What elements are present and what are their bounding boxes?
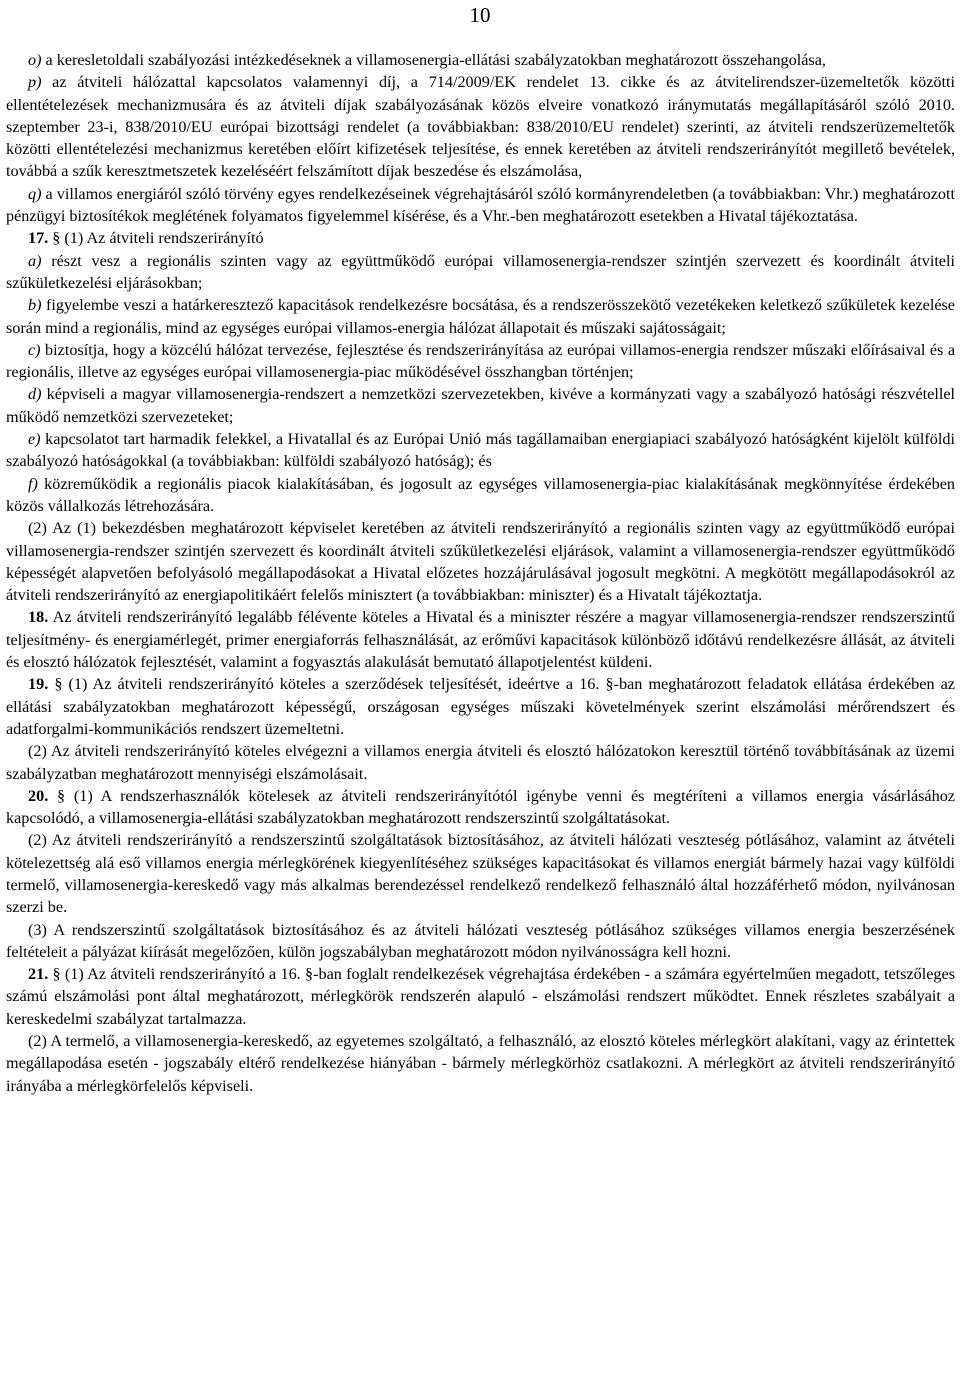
paragraph-19-2 (6, 740, 955, 785)
item-label: b) (28, 296, 42, 315)
paragraph-text: § (1) Az átviteli rendszerirányító köteles a szerződések teljesítését, ideértve a 16. §-ban meghatározott feladatok ellátása érdekében az ellátási szabályzatokban meghatározott képességű, országosan egységes műszaki követelmények szerint elszámolási mérőrendszert és adatforgalmi-kommunikációs rendszert üzemeltetni. (6, 675, 955, 738)
paragraph-text: (2) A termelő, a villamosenergia-kereskedő, az egyetemes szolgáltató, a felhasználó, az elosztó köteles mérlegkört alakítani, vagy az érintettek megállapodása esetén - jogszabály eltérő rendelkezése hiányában - bármely mérlegkörhöz csatlakozni. A mérlegkört az átviteli rendszerirányító irányába a mérlegkörfelelős képviseli. (6, 1032, 955, 1095)
item-label: p) (28, 73, 42, 92)
document-body (6, 49, 955, 1097)
paragraph-17-a (6, 250, 955, 295)
paragraph-q (6, 183, 955, 228)
item-label: c) (28, 340, 41, 359)
paragraph-text: a villamos energiáról szóló törvény egyes rendelkezéseinek végrehajtásáról szóló kormányrendeletben (a továbbiakban: Vhr.) meghatározott pénzügyi biztosítékok meglétének folyamatos figyelemmel kísérése, és a Vhr.-ben meghatározott esetekben a Hivatal tájékoztatása. (6, 184, 955, 226)
page-number: 10 (469, 3, 491, 27)
paragraph-text: biztosítja, hogy a közcélú hálózat tervezése, fejlesztése és rendszerirányítása az európai villamos-energia rendszer műszaki előírásaival és a regionális, illetve az egységes európai villamosenergia-piac működésével összhangban történjen; (6, 340, 955, 382)
paragraph-17-2 (6, 517, 955, 606)
section-number: 20. (28, 786, 49, 805)
paragraph-17-d (6, 383, 955, 428)
section-number: 21. (28, 965, 49, 984)
paragraph-text: a keresletoldali szabályozási intézkedéseknek a villamosenergia-ellátási szabályzatokban meghatározott összehangolása, (41, 51, 826, 69)
item-label: f) (28, 474, 38, 493)
section-18 (6, 606, 955, 673)
section-17-heading (6, 227, 955, 249)
paragraph-text: (2) Az (1) bekezdésben meghatározott képviselet keretében az átviteli rendszerirányító a regionális szinten vagy az együttműködő európai villamosenergia-rendszer szintjén szervezett és koordinált átviteli szűkületkezelési eljárások, valamint a villamosenergia-rendszer együttműködő képességét alapvetően befolyásoló megállapodásokat a Hivatal előzetes hozzájárulásával jogosult megkötni. A megkötött megállapodásokról az átviteli rendszerirányító az energiapolitikáért felelős minisztert (a továbbiakban: miniszter) és a Hivatalt tájékoztatja. (6, 519, 955, 605)
section-21-1 (6, 963, 955, 1030)
section-number: 17. (28, 229, 49, 248)
item-label: q) (28, 184, 42, 203)
paragraph-text: figyelembe veszi a határkeresztező kapacitások rendelkezésre bocsátása, és a rendszerösszekötő vezetékeken keletkező szűkületek kezelése során mind a regionális, mind az egységes európai villamos-energia hálózat állapotait és műszaki sajátosságait; (6, 296, 955, 337)
paragraph-text: § (1) A rendszerhasználók kötelesek az átviteli rendszerirányítótól igénybe venni és megtéríteni a villamos energia vásárlásához kapcsolódó, a villamosenergia-ellátási szabályzatokban meghatározott rendszerszintű szolgáltatásokat. (6, 786, 955, 828)
paragraph-text: (3) A rendszerszintű szolgáltatások biztosításához és az átviteli hálózati veszteség pótlásához szükséges villamos energia beszerzésének feltételeit a pályázat kiírását megelőzően, külön jogszabályban meghatározott módon nyilvánosságra kell hozni. (6, 920, 955, 961)
paragraph-text: (2) Az átviteli rendszerirányító köteles elvégezni a villamos energia átviteli és elosztó hálózatokon keresztül történő továbbításának az üzemi szabályzatban meghatározott mennyiségi elszámolásait. (6, 742, 955, 783)
section-19-1 (6, 673, 955, 740)
paragraph-o (6, 49, 955, 71)
paragraph-text: részt vesz a regionális szinten vagy az együttműködő európai villamosenergia-rendszer szintjén szervezett és koordinált átviteli szűkületkezelési eljárásokban; (6, 251, 955, 292)
item-label: e) (28, 430, 41, 449)
paragraph-17-c (6, 339, 955, 384)
paragraph-text: kapcsolatot tart harmadik felekkel, a Hivatallal és az Európai Unió más tagállamaiban energiapiaci szabályozó hatóságként kijelölt külföldi szabályozó hatóságokkal (a továbbiakban: külföldi szabályozó hatóság); és (6, 430, 955, 471)
paragraph-17-b (6, 294, 955, 339)
section-number: 19. (28, 675, 49, 694)
section-number: 18. (28, 608, 49, 627)
paragraph-text: képviseli a magyar villamosenergia-rendszert a nemzetközi szervezetekben, kivéve a kormányzati vagy a szabályozó hatósági részvétellel működő nemzetközi szervezeteket; (6, 385, 955, 426)
item-label: a) (28, 251, 42, 270)
paragraph-text: (2) Az átviteli rendszerirányító a rendszerszintű szolgáltatások biztosításához, az átviteli hálózati veszteség pótlásához, valamint az átvételi kötelezettség alá eső villamos energia mérlegkörének kiegyenlítéséhez szükséges kapacitásokat és villamos energiát bármely hazai vagy külföldi termelő, villamosenergia-kereskedő vagy más alkalmas berendezéssel rendelkező rendelkező felhasználó által hozzáférhető módon, nyilvánosan szerzi be. (6, 831, 955, 917)
paragraph-17-f (6, 473, 955, 518)
paragraph-17-e (6, 428, 955, 473)
paragraph-21-2 (6, 1030, 955, 1097)
paragraph-text: az átviteli hálózattal kapcsolatos valamennyi díj, a 714/2009/EK rendelet 13. cikke és az átvitelirendszer-üzemeltetők közötti ellentételezések mechanizmusára és az átviteli díjak szabályozásának közös elveire vonatkozó iránymutatás megállapításáról szóló 2010. szeptember 23-i, 838/2010/EU európai bizottsági rendelet (a továbbiakban: 838/2010/EU rendelet) szerinti, az átviteli rendszerüzemeltetők közötti ellentételezési mechanizmus keretében előírt kifizetések teljesítése, és ennek keretében az átviteli rendszerirányítót megillető bevételek, továbbá a szűk keresztmetszetek kezeléséért felszámított díjak beszedése és elszámolása, (6, 73, 955, 181)
paragraph-p (6, 71, 955, 182)
paragraph-20-2 (6, 829, 955, 918)
paragraph-text: § (1) Az átviteli rendszerirányító (48, 229, 264, 248)
paragraph-text: Az átviteli rendszerirányító legalább félévente köteles a Hivatal és a miniszter részére a magyar villamosenergia-rendszer rendszerszintű teljesítmény- és energiamérlegét, primer energiaforrás felhasználását, az erőművi kapacitások különböző időtávú rendelkezésre állását, az átviteli és elosztó hálózatok fejlesztését, valamint a fogyasztás alakulását bemutató állapotjelentést küldeni. (6, 608, 955, 672)
paragraph-20-3 (6, 919, 955, 964)
item-label: o) (28, 51, 42, 69)
section-20-1 (6, 785, 955, 830)
item-label: d) (28, 385, 42, 404)
paragraph-text: § (1) Az átviteli rendszerirányító a 16. §-ban foglalt rendelkezések végrehajtása érdekében - a számára egyértelműen megadott, tetszőleges számú elszámolási pont által meghatározott, mérlegkörök rendszerén alapuló - elszámolási rendszert működtet. Ennek részletes szabályait a kereskedelmi szabályzat tartalmazza. (6, 965, 955, 1028)
paragraph-text: közreműködik a regionális piacok kialakításában, és jogosult az egységes villamosenergia-piac kialakításának megkönnyítése érdekében közös vállalkozás létrehozására. (6, 474, 955, 515)
